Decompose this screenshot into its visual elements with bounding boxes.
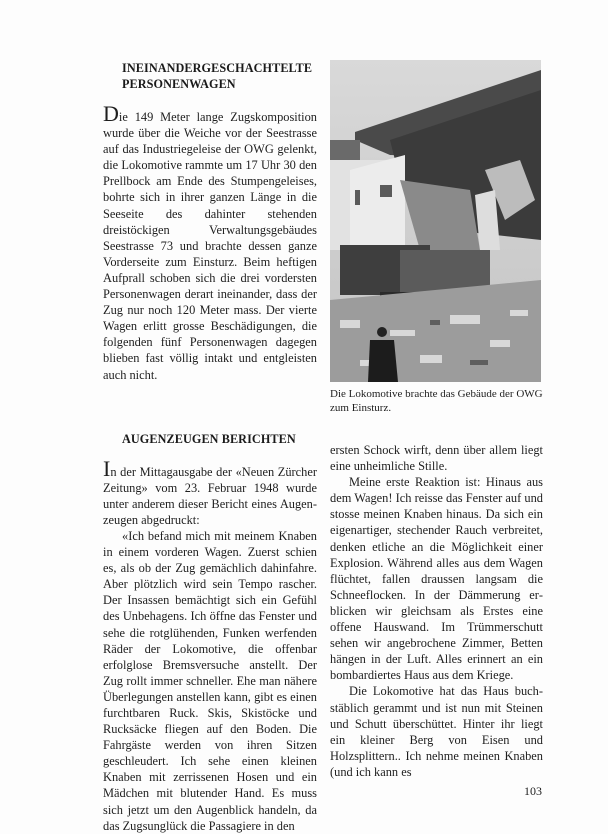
- paragraph-intro: [103, 455, 317, 528]
- left-column: [103, 60, 317, 834]
- paragraph-collision: [103, 101, 317, 383]
- page-number: 103: [524, 784, 542, 798]
- paragraph-text: n der Mittagausgabe der «Neuen Zürcher Zeitung» vom 23. Februar 1948 wurde unter anderem dieser Bericht eines Augenzeugen abgedruckt:: [103, 464, 317, 527]
- paragraph-quote-start: «Ich befand mich mit meinem Knaben in einem vorderen Wagen. Zuerst schien es, als ob der Zug gemächlich dahinfahre. Aber plötzlich wird sein Tempo rascher. Der Insassen bemächtigt sich ein Gefühl des Unbehagens. Ich öffne das Fenster und sehe die rotglühenden, Funken werfenden Räder der Lokomotive, die offenbar erfolglose Bremsversuche anstellt. Der Zug rollt immer schneller. Ehe man nähere Überlegungen anstellen kann, gibt es einen furchtbaren Ruck. Skis, Skistöcke und Rucksäcke fliegen auf den Boden. Die Fahrgäste werden von ihren Sitzen geschleudert. Ich sehe einen kleinen Knaben mit zerrissenen Hosen und ein Mädchen mit blutender Hand. Es muss sich jetzt um den Augenblick handeln, da das Zugsunglück die Passagiere in den: [103, 528, 317, 833]
- photo-illustration: [330, 60, 541, 382]
- drop-cap: D: [103, 101, 119, 126]
- right-column: [330, 442, 543, 780]
- paragraph-quote-continued: ersten Schock wirft, denn über allem liegt eine unheimliche Stille.: [330, 443, 543, 474]
- paragraph-quote-reaction: Meine erste Reaktion ist: Hinaus aus dem Wagen! Ich reisse das Fenster auf und stosse meinen Knaben hinaus. Da sich ein eigenartiger, stechender Rauch verbreitet, denken etliche an die Möglichkeit einer Explosion. Während alles aus dem Wagen flüchtet, fallen draussen langsam die Schneeflocken. In der Dämmerung erblicken wir gleichsam als Erstes eine offene Hauswand. Im Trümmerschutt sehen wir angebrochene Zimmer, Betten hängen in der Luft. Alles erinnert an ein bombardiertes Haus aus dem Kriege.: [330, 475, 543, 683]
- section-heading-nested-cars: INEINANDERGESCHACHTELTE PERSONENWAGEN: [122, 61, 313, 91]
- train-wreck-photo: [330, 60, 541, 382]
- photo-caption: Die Lokomotive brachte das Gebäude der OWG zum Einsturz.: [330, 388, 543, 414]
- drop-cap: I: [103, 455, 111, 481]
- paragraph-quote-locomotive: Die Lokomotive hat das Haus buchstäblich gerammt und ist nun mit Steinen und Schutt überschüttet. Hinter ihr liegt ein kleiner Berg von Eisen und Holzsplittern.. Ich nehme meinen Knaben (und ich kann es: [330, 684, 543, 779]
- paragraph-text: ie 149 Meter lange Zugskomposition wurde über die Weiche vor der Seestrasse auf das Industriegeleise der OWG gelenkt, die Lokomotive rammte um 17 Uhr 30 den Prellbock am Ende des Stumpengeleises, bohrte sich in ihrer ganzen Länge in die Seeseite des dahinter stehenden dreistöckigen Verwaltungsgebäudes Seestrasse 73 und brachte dessen ganze Vorderseite zum Einsturz. Beim heftigen Aufprall schoben sich die drei vordersten Personenwagen derart ineinander, dass der Zug nur noch 120 Meter mass. Der vierte Wagen erlitt grosse Beschädigungen, die folgenden fünf Personenwagen dagegen blieben fast völlig intakt und entgleisten auch nicht.: [103, 110, 317, 382]
- section-heading-eyewitnesses: AUGENZEUGEN BERICHTEN: [122, 431, 296, 446]
